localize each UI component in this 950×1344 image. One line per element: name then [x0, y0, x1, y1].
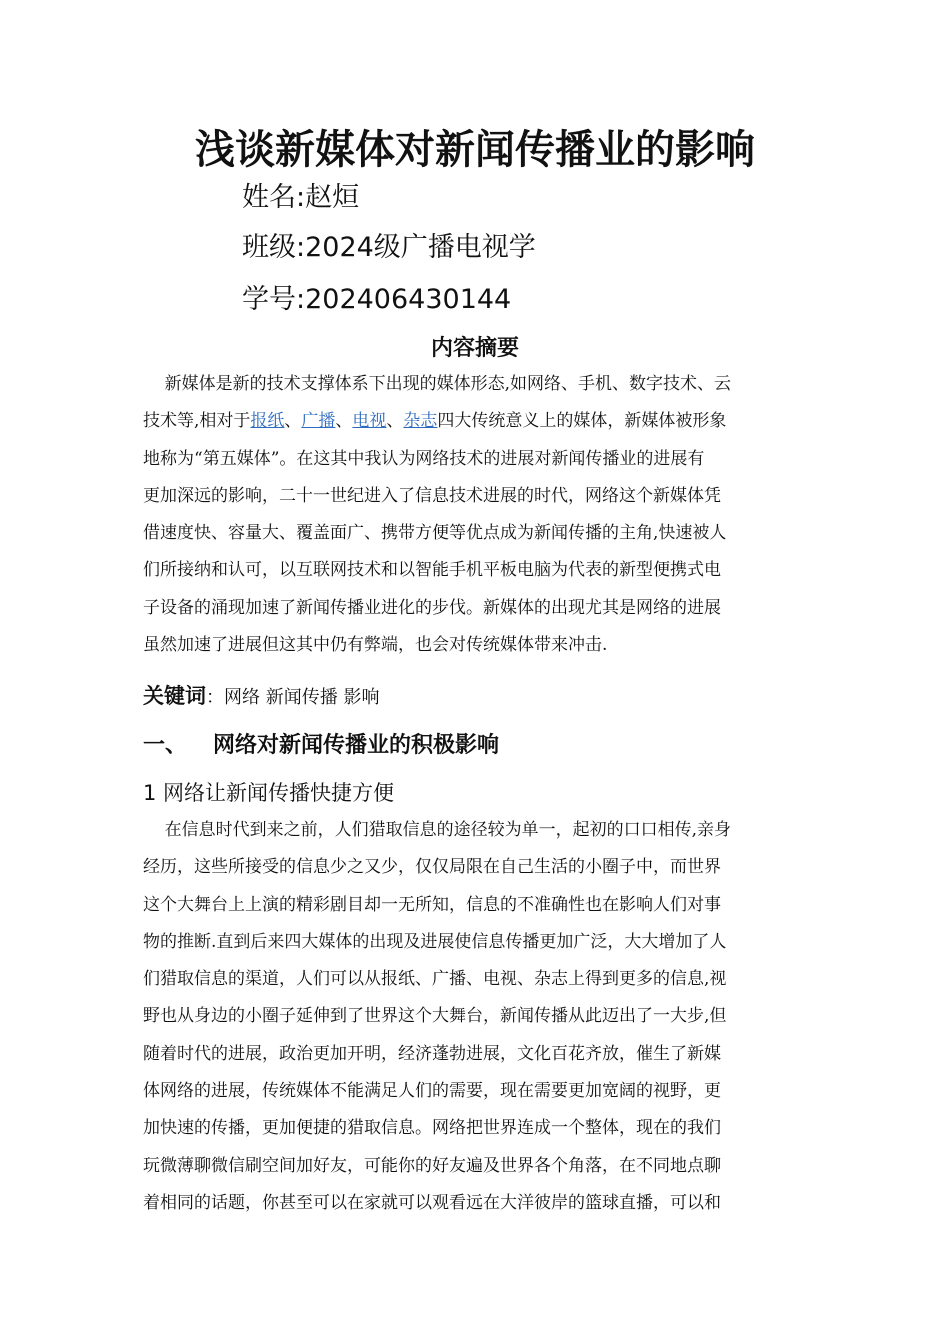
body-line: 这个大舞台上上演的精彩剧目却一无所知，信息的不准确性也在影响人们对事: [143, 894, 721, 915]
abstract-line: 更加深远的影响，二十一世纪进入了信息技术进展的时代，网络这个新媒体凭: [143, 485, 721, 506]
keywords-label: 关键词: [143, 684, 206, 708]
document-title: 浅谈新媒体对新闻传播业的影响: [195, 127, 755, 173]
student-id: 学号:202406430144: [242, 284, 512, 315]
link-radio[interactable]: 广播: [301, 411, 336, 432]
body-line: 经历，这些所接受的信息少之又少，仅仅局限在自己生活的小圈子中，而世界: [143, 857, 721, 878]
abstract-line: 地称为“第五媒体”。在这其中我认为网络技术的进展对新闻传播业的进展有: [143, 448, 705, 469]
author-class: 班级:2024级广播电视学: [242, 232, 536, 263]
abstract-text: 技术等,相对于: [143, 411, 251, 432]
abstract-line: 借速度快、容量大、覆盖面广、携带方便等优点成为新闻传播的主角,快速被人: [143, 523, 727, 544]
separator: 、: [284, 411, 302, 432]
link-tv[interactable]: 电视: [352, 411, 387, 432]
link-magazine[interactable]: 杂志: [403, 411, 438, 432]
keywords-colon: ：: [206, 687, 224, 708]
body-line: 野也从身边的小圈子延伸到了世界这个大舞台，新闻传播从此迈出了一大步,但: [143, 1006, 727, 1027]
section-number: 一、: [143, 733, 188, 758]
body-line: 加快速的传播，更加便捷的猎取信息。网络把世界连成一个整体，现在的我们: [143, 1118, 721, 1139]
separator: 、: [335, 411, 353, 432]
keywords-values: 网络 新闻传播 影响: [224, 687, 380, 708]
body-line: 随着时代的进展，政治更加开明，经济蓬勃进展，文化百花齐放，催生了新媒: [143, 1043, 721, 1064]
body-line: 们猎取信息的渠道，人们可以从报纸、广播、电视、杂志上得到更多的信息,视: [143, 969, 727, 990]
section-heading: [143, 728, 499, 764]
section-title: 网络对新闻传播业的积极影响: [213, 733, 500, 758]
author-name: 姓名:赵烜: [242, 182, 360, 213]
abstract-line: [143, 403, 811, 440]
abstract-heading: 内容摘要: [430, 336, 519, 361]
abstract-line: 子设备的涌现加速了新闻传播业进化的步伐。新媒体的出现尤其是网络的进展: [143, 597, 721, 618]
section-body: [143, 812, 811, 1222]
subsection-heading: 1 网络让新闻传播快捷方便: [143, 781, 395, 805]
keywords: [143, 680, 379, 714]
abstract-line: 新媒体是新的技术支撑体系下出现的媒体形态,如网络、手机、数字技术、云: [143, 374, 732, 394]
abstract-line: 虽然加速了进展但这其中仍有弊端，也会对传统媒体带来冲击.: [143, 635, 608, 656]
abstract-body: [143, 366, 811, 664]
link-newspaper[interactable]: 报纸: [250, 411, 285, 432]
abstract-text: 四大传统意义上的媒体，新媒体被形象: [437, 411, 727, 432]
body-line: 着相同的话题，你甚至可以在家就可以观看远在大洋彼岸的篮球直播，可以和: [143, 1192, 721, 1213]
body-line: 体网络的进展，传统媒体不能满足人们的需要，现在需要更加宽阔的视野，更: [143, 1081, 721, 1102]
abstract-line: 们所接纳和认可，以互联网技术和以智能手机平板电脑为代表的新型便携式电: [143, 560, 721, 581]
body-line: 物的推断.直到后来四大媒体的出现及进展使信息传播更加广泛，大大增加了人: [143, 931, 727, 952]
separator: 、: [386, 411, 404, 432]
body-line: 在信息时代到来之前，人们猎取信息的途径较为单一，起初的口口相传,亲身: [143, 820, 732, 840]
body-line: 玩微薄聊微信刷空间加好友，可能你的好友遍及世界各个角落，在不同地点聊: [143, 1155, 721, 1176]
